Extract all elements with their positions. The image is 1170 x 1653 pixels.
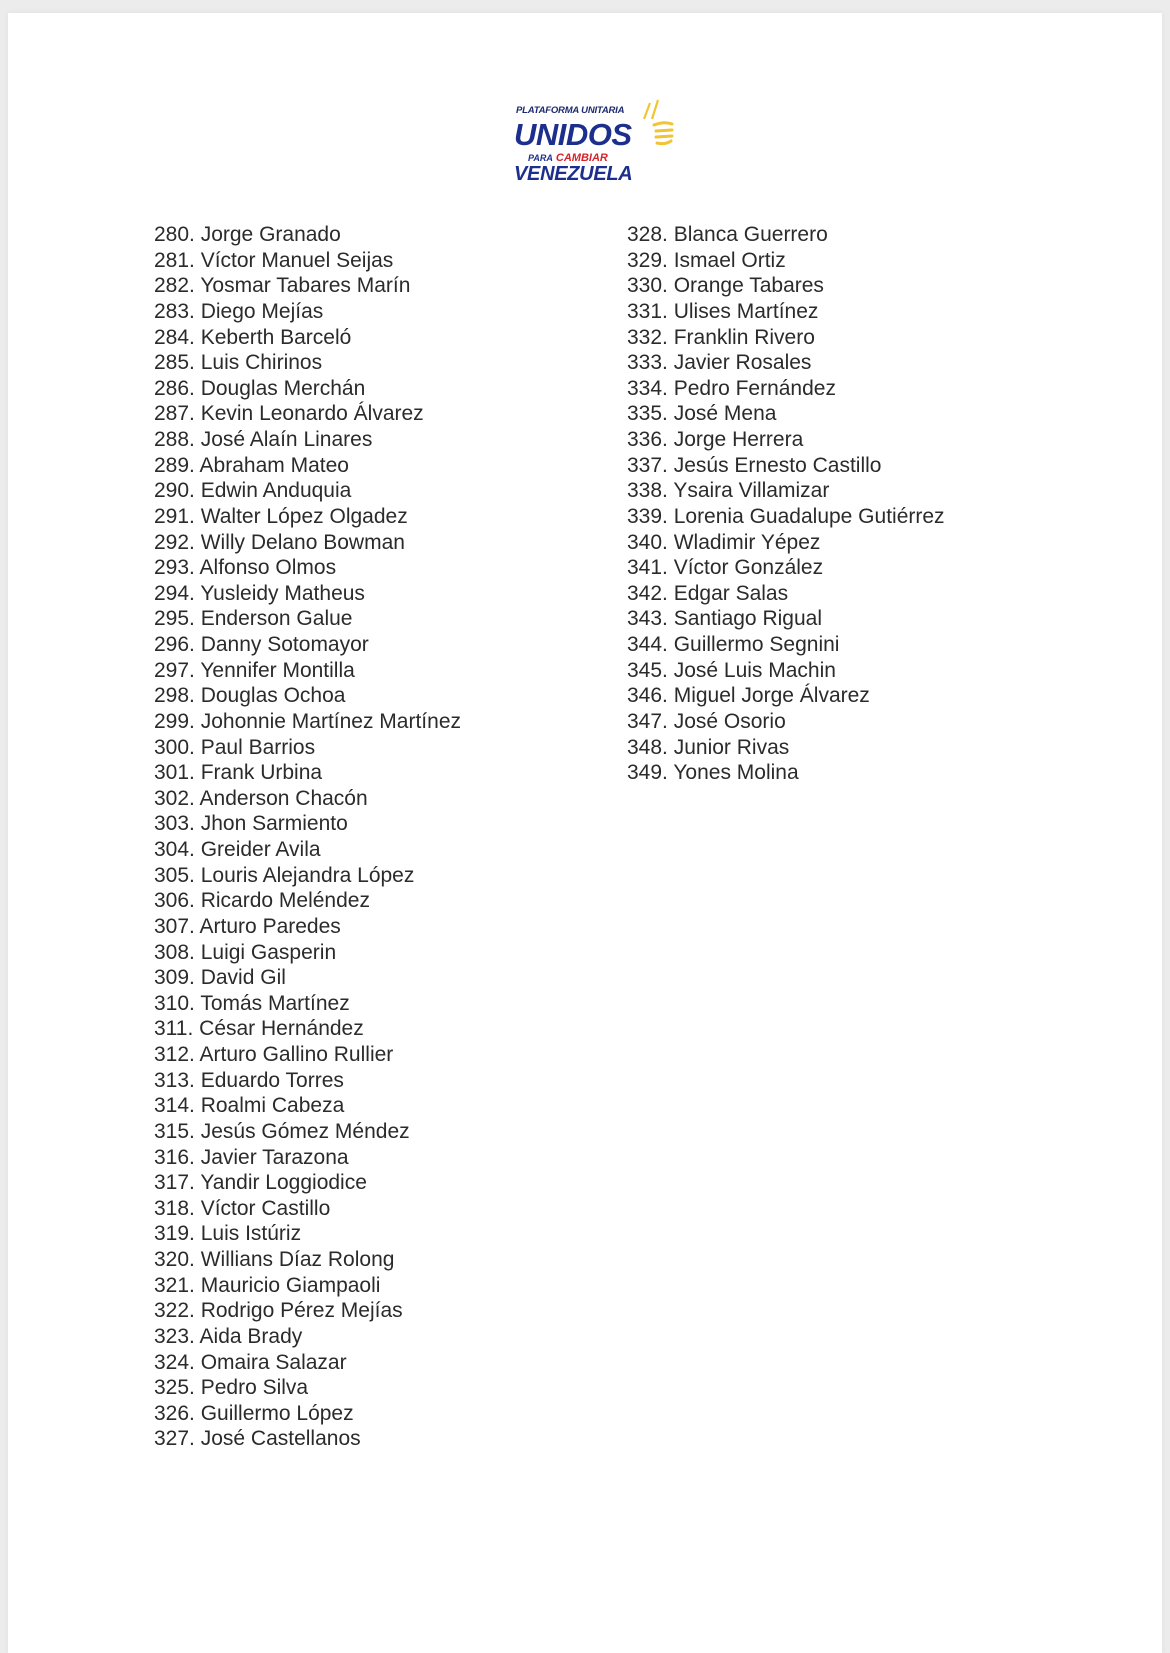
list-item: 339. Lorenia Guadalupe Gutiérrez	[627, 504, 945, 528]
list-item: 292. Willy Delano Bowman	[154, 530, 405, 554]
list-item: 342. Edgar Salas	[627, 581, 789, 605]
list-item: 294. Yusleidy Matheus	[154, 581, 365, 605]
logo-slashes-icon	[640, 99, 662, 121]
list-item: 280. Jorge Granado	[154, 223, 341, 246]
list-item: 293. Alfonso Olmos	[154, 556, 337, 580]
list-item: 348. Junior Rivas	[627, 735, 790, 759]
list-item: 301. Frank Urbina	[154, 761, 323, 785]
list-item: 331. Ulises Martínez	[627, 299, 819, 323]
list-item: 295. Enderson Galue	[154, 607, 353, 631]
list-item: 296. Danny Sotomayor	[154, 633, 369, 656]
list-item: 347. José Osorio	[627, 709, 786, 733]
list-item: 289. Abraham Mateo	[154, 453, 349, 477]
list-item: 329. Ismael Ortiz	[627, 248, 786, 272]
list-item: 309. David Gil	[154, 966, 286, 990]
candidate-list-left	[154, 222, 461, 1452]
list-item: 308. Luigi Gasperin	[154, 940, 337, 964]
list-item: 300. Paul Barrios	[154, 735, 316, 759]
list-item: 306. Ricardo Meléndez	[154, 889, 370, 913]
list-item: 281. Víctor Manuel Seijas	[154, 248, 394, 272]
list-item: 328. Blanca Guerrero	[627, 223, 828, 246]
list-item: 291. Walter López Olgadez	[154, 504, 408, 528]
list-item: 338. Ysaira Villamizar	[627, 479, 830, 503]
candidate-list-right	[627, 222, 945, 786]
list-item: 346. Miguel Jorge Álvarez	[627, 684, 870, 708]
list-item: 283. Diego Mejías	[154, 299, 324, 323]
logo-cambiar: CAMBIAR	[555, 152, 608, 164]
list-item: 344. Guillermo Segnini	[627, 633, 840, 656]
list-item: 302. Anderson Chacón	[154, 786, 368, 810]
list-item: 307. Arturo Paredes	[154, 914, 341, 938]
list-item: 318. Víctor Castillo	[154, 1196, 331, 1220]
logo-venezuela: VENEZUELA	[514, 163, 633, 185]
list-item: 311. César Hernández	[154, 1017, 364, 1041]
list-item: 333. Javier Rosales	[627, 351, 812, 375]
list-item: 332. Franklin Rivero	[627, 325, 815, 349]
list-item: 287. Kevin Leonardo Álvarez	[154, 402, 424, 426]
list-item: 288. José Alaín Linares	[154, 428, 373, 451]
list-item: 325. Pedro Silva	[154, 1376, 309, 1400]
list-item: 322. Rodrigo Pérez Mejías	[154, 1299, 403, 1323]
list-item: 340. Wladimir Yépez	[627, 530, 821, 554]
list-item: 317. Yandir Loggiodice	[154, 1171, 367, 1195]
logo-plataforma-unitaria: PLATAFORMA UNITARIA	[516, 105, 625, 116]
document-page	[8, 13, 1162, 1653]
list-item: 316. Javier Tarazona	[154, 1145, 349, 1169]
logo-unidos: UNIDOS	[514, 117, 632, 152]
list-item: 334. Pedro Fernández	[627, 376, 836, 400]
list-item: 310. Tomás Martínez	[154, 991, 350, 1015]
list-item: 298. Douglas Ochoa	[154, 684, 346, 708]
list-item: 303. Jhon Sarmiento	[154, 812, 348, 836]
list-item: 320. Willians Díaz Rolong	[154, 1248, 395, 1271]
unidos-logo	[514, 99, 694, 191]
list-item: 297. Yennifer Montilla	[154, 658, 355, 682]
list-item: 327. José Castellanos	[154, 1427, 361, 1451]
list-item: 282. Yosmar Tabares Marín	[154, 274, 411, 298]
list-item: 336. Jorge Herrera	[627, 428, 804, 451]
list-item: 304. Greider Avila	[154, 838, 321, 861]
list-item: 323. Aida Brady	[154, 1324, 303, 1348]
list-item: 286. Douglas Merchán	[154, 376, 366, 400]
list-item: 326. Guillermo López	[154, 1401, 354, 1425]
logo-hand-icon	[652, 119, 676, 149]
list-item: 337. Jesús Ernesto Castillo	[627, 453, 882, 477]
list-item: 319. Luis Istúriz	[154, 1222, 302, 1246]
list-item: 312. Arturo Gallino Rullier	[154, 1043, 394, 1066]
list-item: 321. Mauricio Giampaoli	[154, 1273, 381, 1297]
list-item: 299. Johonnie Martínez Martínez	[154, 709, 462, 733]
list-item: 290. Edwin Anduquia	[154, 479, 352, 503]
list-item: 349. Yones Molina	[627, 761, 799, 785]
list-item: 335. José Mena	[627, 402, 777, 426]
list-item: 315. Jesús Gómez Méndez	[154, 1119, 410, 1143]
list-item: 330. Orange Tabares	[627, 274, 824, 298]
list-item: 313. Eduardo Torres	[154, 1068, 344, 1092]
list-item: 341. Víctor González	[627, 556, 824, 580]
list-item: 305. Louris Alejandra López	[154, 863, 415, 887]
list-item: 345. José Luis Machin	[627, 658, 836, 682]
list-item: 324. Omaira Salazar	[154, 1350, 347, 1374]
list-item: 284. Keberth Barceló	[154, 325, 352, 349]
list-item: 285. Luis Chirinos	[154, 351, 323, 375]
logo-para: PARA	[528, 153, 553, 163]
list-item: 343. Santiago Rigual	[627, 607, 822, 631]
list-item: 314. Roalmi Cabeza	[154, 1094, 345, 1118]
